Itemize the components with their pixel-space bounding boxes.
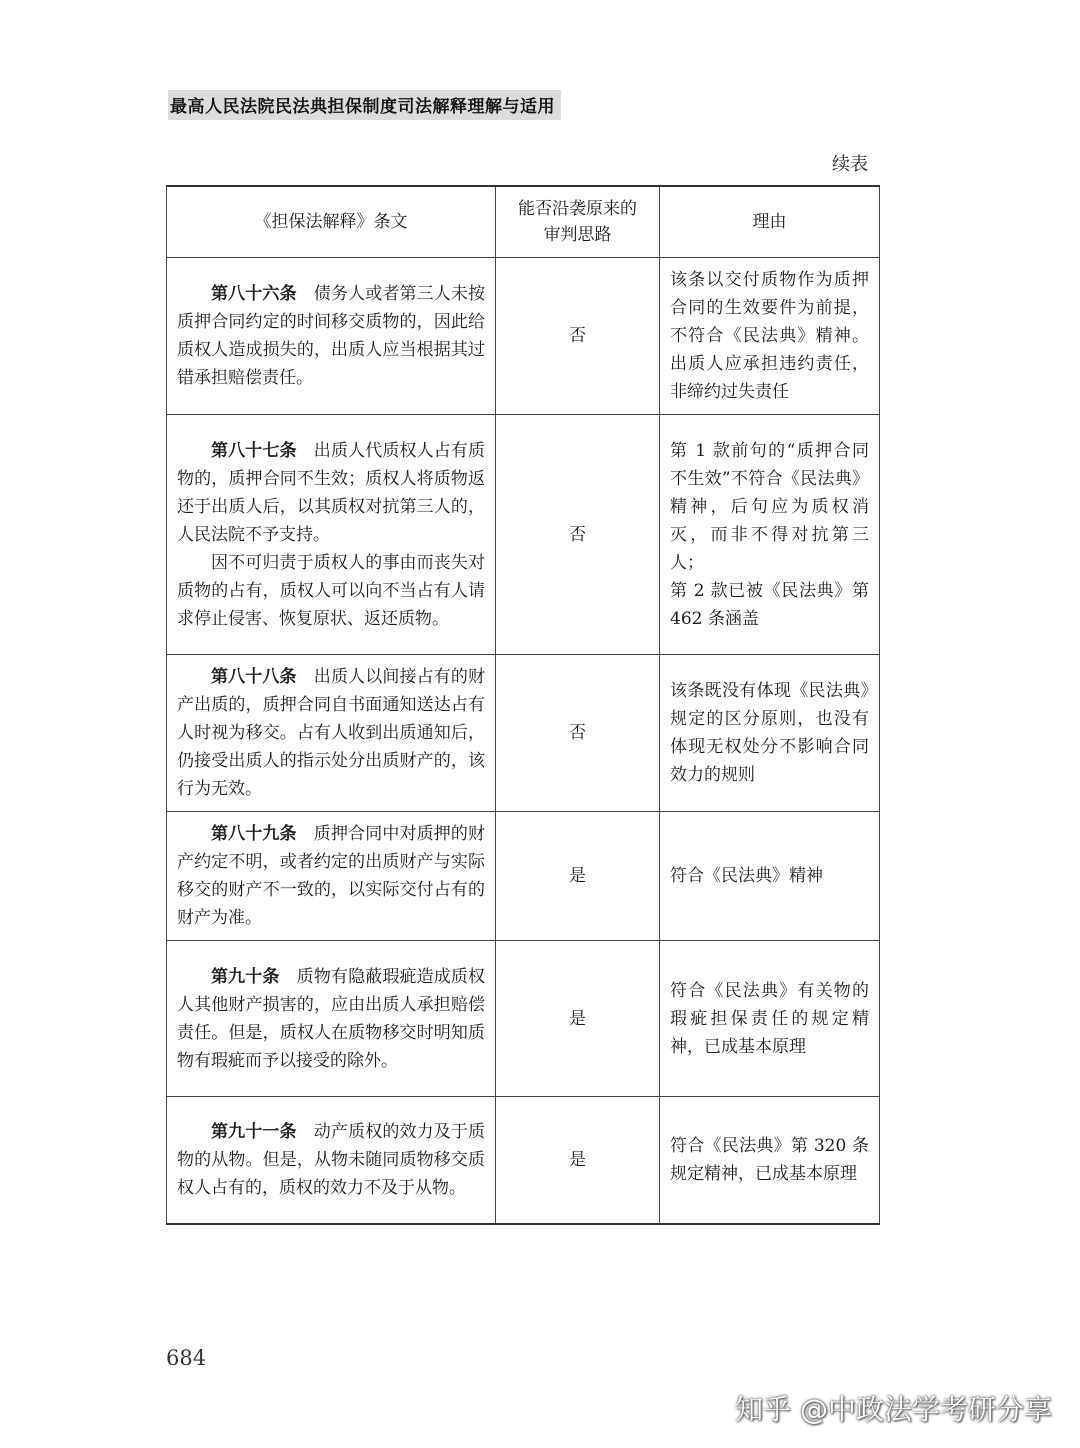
article-cell xyxy=(167,1097,496,1224)
page-number: 684 xyxy=(166,1346,207,1370)
table-row xyxy=(167,812,880,941)
continue-cell: 是 xyxy=(496,941,660,1097)
article-cell xyxy=(167,941,496,1097)
running-header: 最高人民法院民法典担保制度司法解释理解与适用 xyxy=(168,90,561,120)
article-cell xyxy=(167,415,496,655)
table-row xyxy=(167,415,880,655)
table-row xyxy=(167,941,880,1097)
article-number: 第八十八条 xyxy=(211,667,297,687)
article-paragraph: 第八十九条 质押合同中对质押的财产约定不明，或者约定的出质财产与实际移交的财产不一致的，以实际交付占有的财产为准。 xyxy=(177,824,486,928)
table-header-row xyxy=(167,186,880,258)
article-paragraph: 第九十条 质物有隐蔽瑕疵造成质权人其他财产损害的，应由出质人承担赔偿责任。但是，质权人在质物移交时明知质物有瑕疵而予以接受的除外。 xyxy=(177,966,486,1071)
continue-cell: 否 xyxy=(496,655,660,812)
reason-cell: 第 1 款前句的“质押合同不生效”不符合《民法典》精神，后句应为质权消灭，而非不得对抗第三人； 第 2 款已被《民法典》第 462 条涵盖 xyxy=(660,415,880,655)
comparison-table xyxy=(166,185,880,1225)
watermark: 知乎 @中政法学考研分享 xyxy=(735,1393,1052,1426)
reason-cell: 符合《民法典》有关物的瑕疵担保责任的规定精神，已成基本原理 xyxy=(660,941,880,1097)
article-number: 第八十六条 xyxy=(211,284,297,304)
article-cell xyxy=(167,258,496,415)
reason-cell: 符合《民法典》第 320 条规定精神，已成基本原理 xyxy=(660,1097,880,1224)
col-header-article: 《担保法解释》条文 xyxy=(167,186,496,258)
continue-cell: 是 xyxy=(496,1097,660,1224)
article-number: 第八十九条 xyxy=(211,824,297,844)
article-paragraph: 第八十七条 出质人代质权人占有质物的，质押合同不生效；质权人将质物返还于出质人后，以其质权对抗第三人的，人民法院不予支持。 xyxy=(177,440,486,545)
article-cell xyxy=(167,655,496,812)
continue-cell: 是 xyxy=(496,812,660,941)
col-header-continue: 能否沿袭原来的审判思路 xyxy=(496,186,660,258)
continued-label: 续表 xyxy=(832,154,868,175)
reason-cell: 该条既没有体现《民法典》规定的区分原则，也没有体现无权处分不影响合同效力的规则 xyxy=(660,655,880,812)
continue-cell: 否 xyxy=(496,258,660,415)
reason-cell: 该条以交付质物作为质押合同的生效要件为前提，不符合《民法典》精神。出质人应承担违约责任，非缔约过失责任 xyxy=(660,258,880,415)
reason-cell: 符合《民法典》精神 xyxy=(660,812,880,941)
article-paragraph: 第八十六条 债务人或者第三人未按质押合同约定的时间移交质物的，因此给质权人造成损失的，出质人应当根据其过错承担赔偿责任。 xyxy=(177,284,486,388)
table-row xyxy=(167,1097,880,1224)
continue-cell: 否 xyxy=(496,415,660,655)
article-cell xyxy=(167,812,496,941)
article-paragraph: 第八十八条 出质人以间接占有的财产出质的，质押合同自书面通知送达占有人时视为移交。占有人收到出质通知后，仍接受出质人的指示处分出质财产的，该行为无效。 xyxy=(177,667,486,799)
table-row xyxy=(167,258,880,415)
table-row xyxy=(167,655,880,812)
article-number: 第九十条 xyxy=(211,966,280,987)
article-paragraph: 第九十一条 动产质权的效力及于质物的从物。但是，从物未随同质物移交质权人占有的，质权的效力不及于从物。 xyxy=(177,1121,486,1198)
col-header-reason: 理由 xyxy=(660,186,880,258)
article-paragraph: 因不可归责于质权人的事由而丧失对质物的占有，质权人可以向不当占有人请求停止侵害、恢复原状、返还质物。 xyxy=(177,552,485,629)
article-number: 第八十七条 xyxy=(211,440,297,461)
article-number: 第九十一条 xyxy=(211,1121,297,1142)
